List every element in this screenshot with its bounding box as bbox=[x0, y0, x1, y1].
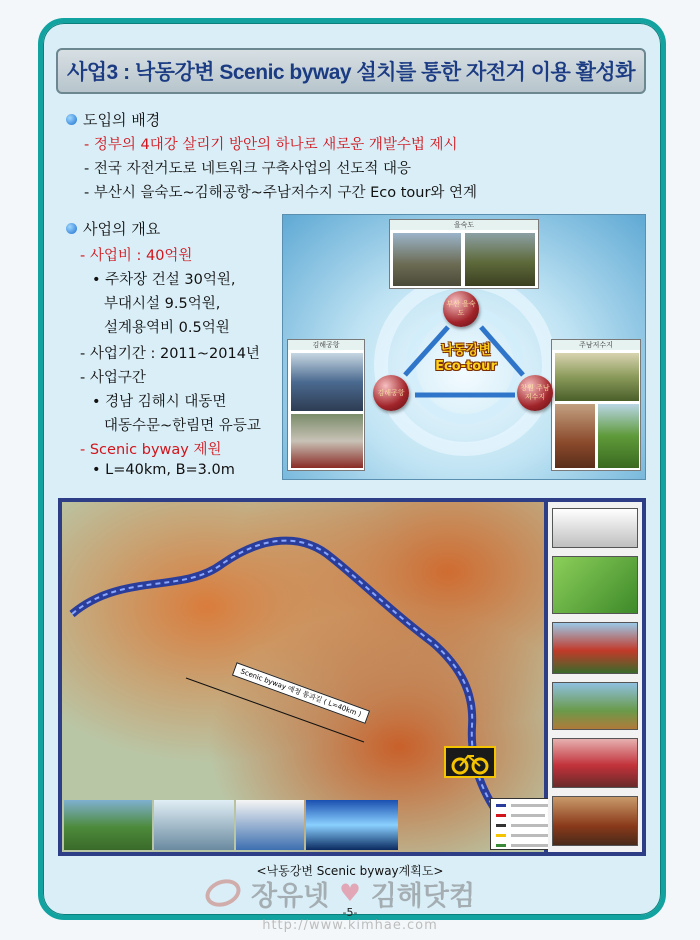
background-item-2: - 전국 자전거도로 네트워크 구축사업의 선도적 대응 bbox=[84, 161, 412, 177]
map-photo-cross-section-2 bbox=[236, 800, 304, 850]
eco-title-line2: Eco-tour bbox=[435, 359, 497, 374]
eco-tour-diagram bbox=[282, 214, 646, 480]
photo-box-right bbox=[551, 339, 641, 471]
side-thumb-4 bbox=[552, 682, 638, 730]
background-heading-text: 도입의 배경 bbox=[83, 111, 161, 129]
side-thumb-5 bbox=[552, 738, 638, 788]
page-number: -5- bbox=[342, 906, 358, 919]
area-item-2: 대동수문~한림면 유등교 bbox=[104, 418, 261, 434]
background-heading bbox=[66, 109, 160, 130]
map-photo-river bbox=[64, 800, 152, 850]
area-label: - 사업구간 bbox=[80, 370, 146, 386]
overview-heading-text: 사업의 개요 bbox=[83, 220, 161, 238]
background-item-3: - 부산시 을숙도~김해공항~주남저수지 구간 Eco tour와 연계 bbox=[84, 185, 478, 201]
eco-title-line1: 낙동강변 bbox=[440, 343, 492, 358]
background-item-1: - 정부의 4대강 살리기 방안의 하나로 새로운 개발수법 제시 bbox=[84, 137, 458, 153]
side-thumb-3 bbox=[552, 622, 638, 674]
eco-tour-title bbox=[413, 343, 519, 375]
spec-item: • L=40km, B=3.0m bbox=[92, 462, 235, 478]
photo-field bbox=[598, 404, 639, 468]
side-thumb-1 bbox=[552, 508, 638, 548]
cost-item-3: 설계용역비 0.5억원 bbox=[104, 320, 230, 336]
bullet-icon bbox=[66, 114, 77, 125]
photo-caption-top: 을숙도 bbox=[390, 220, 538, 230]
map-caption: <낙동강변 Scenic byway계획도> bbox=[256, 864, 444, 878]
watermark-left-text: 장유넷 bbox=[250, 880, 330, 912]
photo-caption-right: 주남저수지 bbox=[552, 340, 640, 350]
photo-bicycles bbox=[291, 353, 363, 411]
map-terrain bbox=[62, 502, 544, 852]
map-photo-cross-section-3 bbox=[306, 800, 398, 850]
node-gimhae-airport: 김해공항 bbox=[373, 375, 409, 411]
map-side-panel bbox=[548, 502, 642, 852]
bullet-icon bbox=[66, 223, 77, 234]
spec-label: - Scenic byway 제원 bbox=[80, 442, 222, 458]
cost-item-2: 부대시설 9.5억원, bbox=[104, 296, 221, 312]
photo-building bbox=[555, 404, 595, 468]
photo-box-top bbox=[389, 219, 539, 289]
photo-caption-left: 김해공항 bbox=[288, 340, 364, 350]
side-thumb-6 bbox=[552, 796, 638, 846]
period: - 사업기간 : 2011~2014년 bbox=[80, 346, 260, 362]
page-title: 사업3 : 낙동강변 Scenic byway 설치를 통한 자전거 이용 활성화 bbox=[66, 61, 636, 84]
bicycle-icon bbox=[446, 748, 494, 776]
route-label: Scenic byway 예정 통과길 ( L=40km ) bbox=[232, 662, 370, 724]
cost-item-1: • 주차장 건설 30억원, bbox=[92, 272, 236, 288]
watermark-right-text: 김해닷컴 bbox=[370, 880, 476, 912]
watermark-url: http://www.kimhae.com bbox=[262, 918, 438, 933]
photo-box-left bbox=[287, 339, 365, 471]
byway-map bbox=[58, 498, 646, 856]
cost-label: - 사업비 : 40억원 bbox=[80, 248, 193, 264]
photo-boardwalk bbox=[465, 233, 535, 286]
node-eulsukdo: 부산 을숙도 bbox=[443, 291, 479, 327]
photo-reservoir bbox=[555, 353, 639, 401]
title-bar bbox=[56, 48, 646, 94]
bicycle-marker bbox=[444, 746, 496, 778]
area-item-1: • 경남 김해시 대동면 bbox=[92, 394, 227, 410]
photo-wetland bbox=[393, 233, 461, 286]
photo-bike-car bbox=[291, 414, 363, 468]
node-junam: 창원 주남저수지 bbox=[517, 375, 553, 411]
map-photo-cross-section-1 bbox=[154, 800, 234, 850]
heart-icon: ♥ bbox=[339, 879, 361, 907]
side-thumb-2 bbox=[552, 556, 638, 614]
overview-heading bbox=[66, 218, 160, 239]
